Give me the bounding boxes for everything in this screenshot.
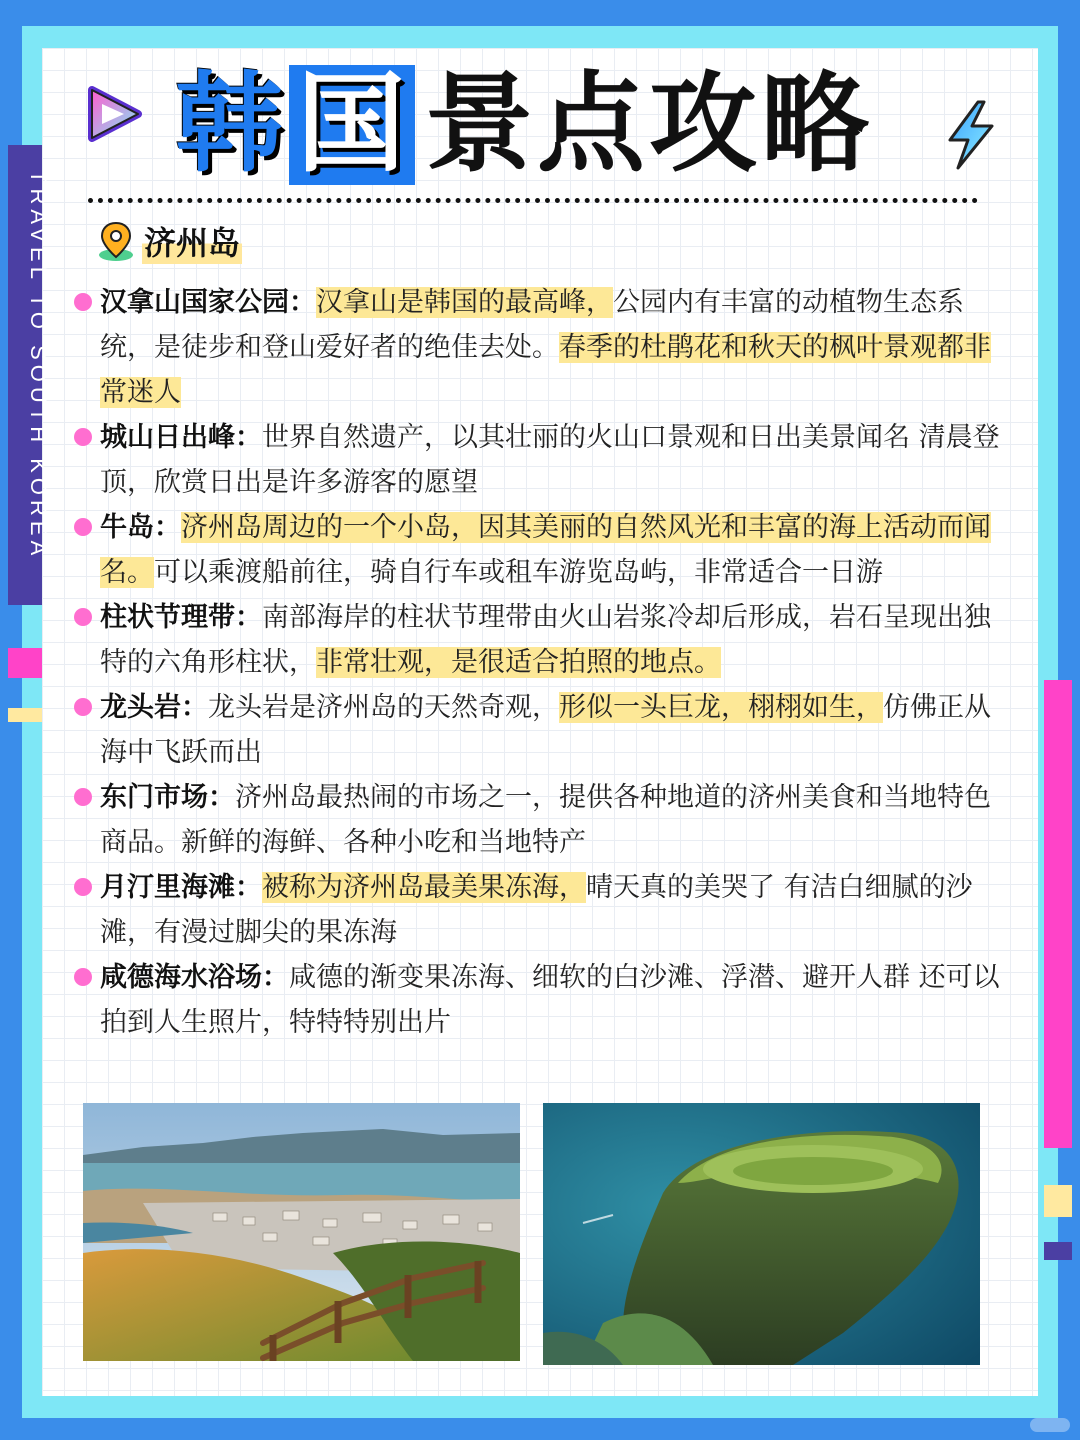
item-highlight: 被称为济州岛最美果冻海，: [262, 872, 586, 903]
bullet-icon: [74, 878, 92, 896]
item-name: 柱状节理带：: [100, 602, 262, 633]
bullet-icon: [74, 293, 92, 311]
item-name: 月汀里海滩：: [100, 872, 262, 903]
title-part1: 韩: [175, 62, 286, 187]
divider: [88, 198, 978, 203]
section-header: [96, 218, 242, 264]
bullet-icon: [74, 608, 92, 626]
item-text: 咸德的渐变果冻海、细软的白沙滩、浮潜、避开人群 还可以拍到人生照片，特特特别出片: [100, 962, 1000, 1038]
item-text: 仿佛正从海中飞跃而出: [100, 692, 991, 768]
item-text: 南部海岸的柱状节理带由火山岩浆冷却后形成，岩石呈现出独特的六角形柱状，: [100, 602, 991, 678]
bullet-icon: [74, 518, 92, 536]
list-item: [70, 595, 1010, 685]
item-name: 东门市场：: [100, 782, 235, 813]
page-title: [175, 60, 873, 190]
list-item: [70, 685, 1010, 775]
pink-block-left: [8, 648, 42, 678]
yellow-block-left: [8, 708, 42, 722]
item-highlight: 济州岛周边的一个小岛，因其美丽的自然风光和丰富的海上活动而闻名。: [100, 512, 991, 588]
list-item: [70, 415, 1010, 505]
attraction-list: [70, 280, 1010, 1045]
title-box: [289, 62, 415, 187]
purple-block-right: [1044, 1242, 1072, 1260]
item-name: 咸德海水浴场：: [100, 962, 289, 993]
title-part2: 国: [297, 62, 408, 187]
list-item: [70, 505, 1010, 595]
item-text: 龙头岩是济州岛的天然奇观，: [208, 692, 559, 723]
item-highlight: 汉拿山是韩国的最高峰，: [316, 287, 613, 318]
list-item: [70, 280, 1010, 415]
item-text: 世界自然遗产，以其壮丽的火山口景观和日出美景闻名 清晨登顶，欣赏日出是许多游客的愿望: [100, 422, 1000, 498]
item-highlight: 非常壮观，是很适合拍照的地点。: [316, 647, 721, 678]
watermark: [1030, 1418, 1070, 1432]
list-item: [70, 955, 1010, 1045]
item-text: 晴天真的美哭了 有洁白细腻的沙滩，有漫过脚尖的果冻海: [100, 872, 973, 948]
title-part3: 景点攻略: [425, 62, 874, 187]
coastal-town-photo: [83, 1103, 520, 1361]
item-name: 汉拿山国家公园：: [100, 287, 316, 318]
bullet-icon: [74, 428, 92, 446]
play-icon: [86, 84, 144, 144]
bullet-icon: [74, 788, 92, 806]
volcanic-crater-photo: [543, 1103, 980, 1365]
section-title: 济州岛: [142, 218, 242, 264]
item-text: 公园内有丰富的动植物生态系统，是徒步和登山爱好者的绝佳去处。: [100, 287, 964, 363]
yellow-block-right: [1044, 1185, 1072, 1217]
pink-bar-right: [1044, 680, 1072, 1148]
item-highlight: 形似一头巨龙，栩栩如生，: [559, 692, 883, 723]
item-text: 可以乘渡船前往，骑自行车或租车游览岛屿，非常适合一日游: [154, 557, 883, 588]
bullet-icon: [74, 968, 92, 986]
lightning-icon: [940, 100, 1000, 170]
item-text: 济州岛最热闹的市场之一，提供各种地道的济州美食和当地特色商品。新鲜的海鲜、各种小吃和当地特产: [100, 782, 991, 858]
list-item: [70, 865, 1010, 955]
item-name: 牛岛：: [100, 512, 181, 543]
item-name: 龙头岩：: [100, 692, 208, 723]
item-name: 城山日出峰：: [100, 422, 262, 453]
bullet-icon: [74, 698, 92, 716]
list-item: [70, 775, 1010, 865]
item-highlight: 春季的杜鹃花和秋天的枫叶景观都非常迷人: [100, 332, 991, 408]
location-pin-icon: [96, 219, 138, 263]
side-text: TRAVEL TO SOUTH KOREA: [26, 170, 51, 561]
